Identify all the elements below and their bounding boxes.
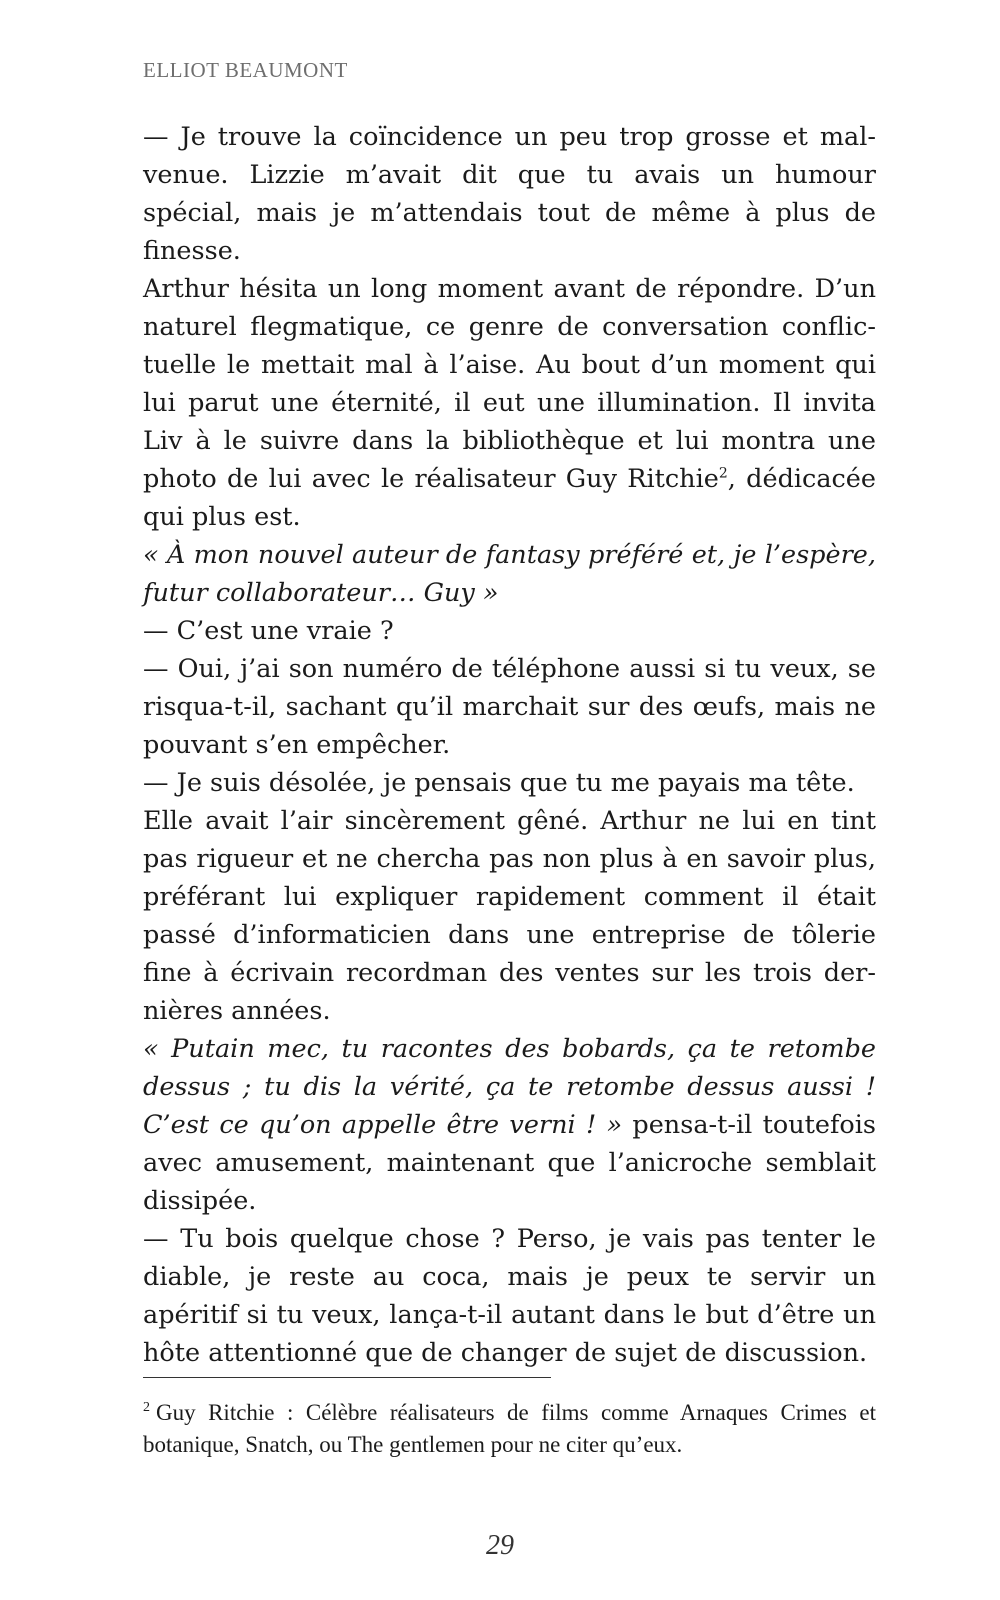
paragraph: — Je trouve la coïncidence un peu trop grosse et malvenue. Lizzie m’avait dit que tu avais un humour spécial, mais je m’attendais tout de même à plus de finesse. bbox=[143, 122, 876, 266]
paragraph-text: , dédicacée qui plus est. bbox=[143, 464, 876, 532]
footnote-reference[interactable]: 2 bbox=[718, 465, 728, 482]
footnote-number: 2 bbox=[143, 1400, 150, 1416]
dialogue-line: — Je suis désolée, je pensais que tu me payais ma tête. bbox=[143, 768, 855, 798]
paragraph: Elle avait l’air sincèrement gêné. Arthur ne lui en tint pas rigueur et ne chercha pas non plus à en savoir plus, préférant lui expliquer rapidement comment il était passé d’informaticien dans une entreprise de tôlerie fine à écrivain recordman des ventes sur les trois dernières années. bbox=[143, 806, 876, 1026]
footnote-divider bbox=[143, 1377, 551, 1378]
footnote bbox=[143, 1397, 876, 1461]
inner-thought-quote: « Putain mec, tu racontes des bobards, ça te retombe dessus ; tu dis la vérité, ça te retombe dessus aussi ! C’est ce qu’on appelle être verni ! » bbox=[143, 1034, 876, 1140]
running-header-author: ELLIOT BEAUMONT bbox=[143, 58, 348, 82]
paragraph bbox=[143, 270, 876, 536]
paragraph-text: Arthur hésita un long moment avant de répondre. D’un naturel flegmatique, ce genre de conversation conflictuelle le mettait mal à l’aise. Au bout d’un moment qui lui parut une éternité, il eut une illumination. Il invita Liv à le suivre dans la bibliothèque et lui montra une photo de lui avec le réalisateur Guy Ritchie bbox=[143, 274, 876, 494]
dialogue-line: — Tu bois quelque chose ? Perso, je vais pas tenter le diable, je reste au coca, mais je peux te servir un apéritif si tu veux, lança-t-il autant dans le but d’être un hôte attentionné que de changer de sujet de discussion. bbox=[143, 1224, 876, 1368]
paragraph-text: pensa-t-il toutefois avec amusement, maintenant que l’anicroche semblait dissipée. bbox=[143, 1110, 876, 1216]
paragraph bbox=[143, 1030, 876, 1220]
dialogue-line: — C’est une vraie ? bbox=[143, 616, 394, 646]
footnote-text: Guy Ritchie : Célèbre réalisateurs de films comme Arnaques Crimes et botanique, Snatch, ou The gentlemen pour ne citer qu’eux. bbox=[143, 1400, 876, 1457]
body-text bbox=[143, 118, 876, 1372]
quoted-dedication: « À mon nouvel auteur de fantasy préféré et, je l’espère, futur collaborateur… Guy » bbox=[143, 540, 876, 608]
dialogue-line: — Oui, j’ai son numéro de téléphone aussi si tu veux, se risqua-t-il, sachant qu’il marchait sur des œufs, mais ne pouvant s’en empêcher. bbox=[143, 654, 876, 760]
page-number: 29 bbox=[486, 1530, 514, 1561]
